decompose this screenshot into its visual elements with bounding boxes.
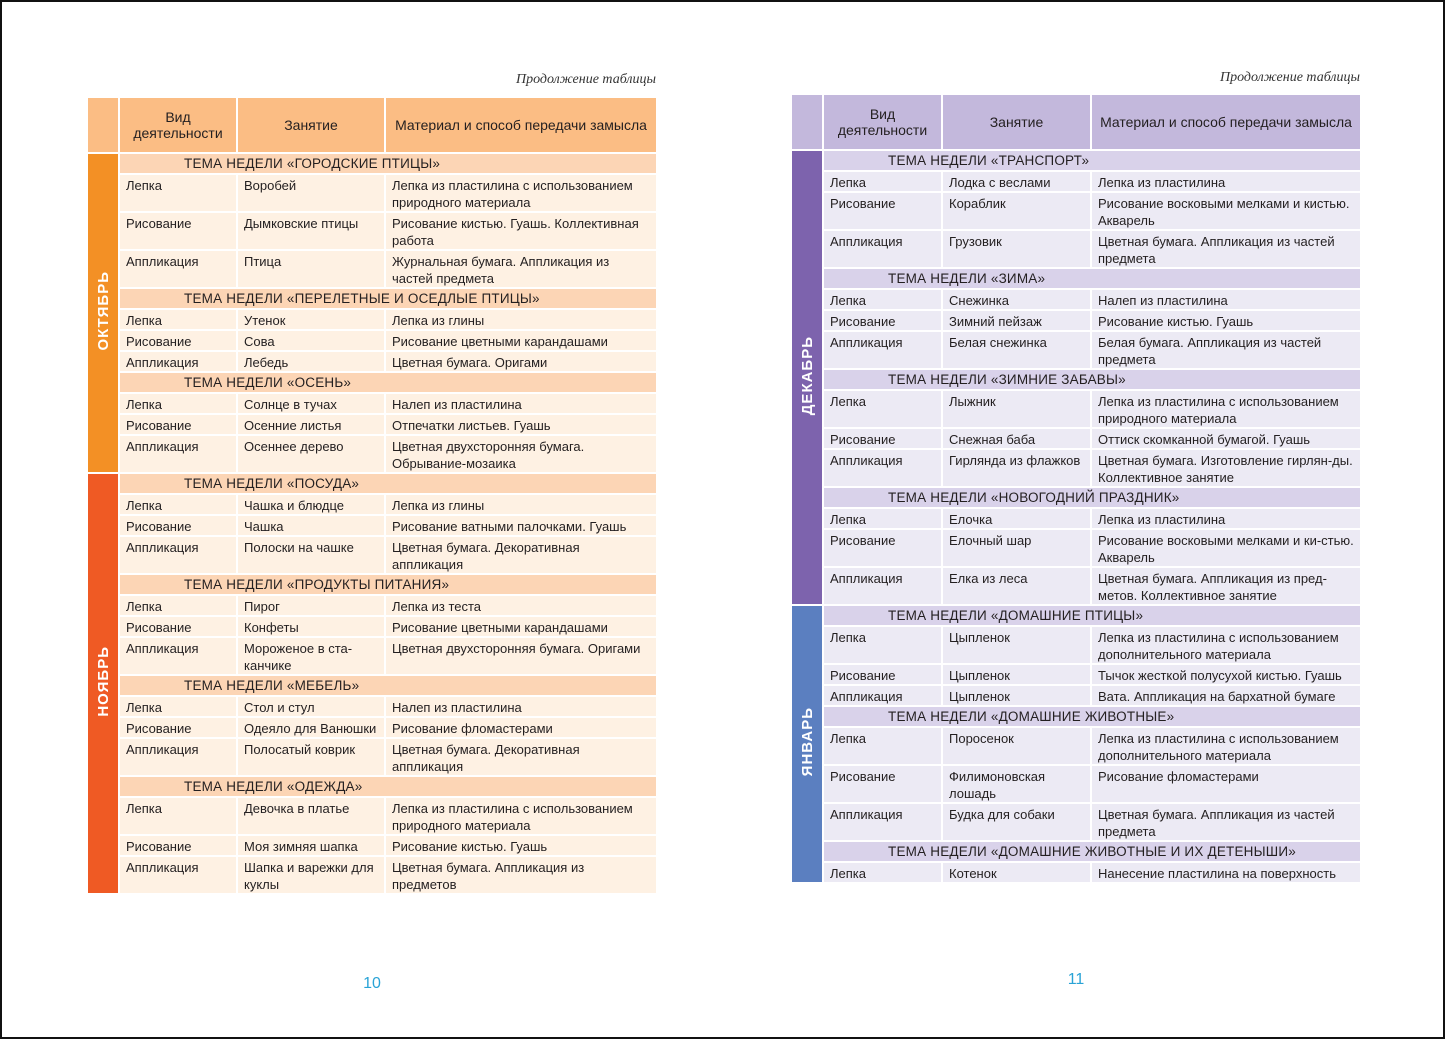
lesson-cell: Гирлянда из флажков bbox=[941, 450, 1090, 486]
activity-cell: Рисование bbox=[118, 718, 236, 737]
lesson-cell: Чашка и блюдце bbox=[236, 495, 384, 514]
material-cell: Рисование кистью. Гуашь. Коллективная работа bbox=[384, 213, 656, 249]
activity-cell: Аппликация bbox=[822, 450, 941, 486]
lesson-cell: Мороженое в ста-канчике bbox=[236, 638, 384, 674]
header-lesson: Занятие bbox=[941, 95, 1090, 149]
lesson-plan-table bbox=[792, 93, 1360, 884]
lesson-cell: Конфеты bbox=[236, 617, 384, 636]
table-row bbox=[792, 863, 1360, 882]
page-number: 10 bbox=[363, 975, 381, 992]
lesson-cell: Сова bbox=[236, 331, 384, 350]
activity-cell: Лепка bbox=[822, 391, 941, 427]
table-row bbox=[792, 665, 1360, 684]
activity-cell: Лепка bbox=[822, 627, 941, 663]
lesson-cell: Елочка bbox=[941, 509, 1090, 528]
material-cell: Цветная бумага. Изготовление гирлян-ды. Коллективное занятие bbox=[1090, 450, 1360, 486]
lesson-cell: Утенок bbox=[236, 310, 384, 329]
lesson-cell: Полосатый коврик bbox=[236, 739, 384, 775]
activity-cell: Рисование bbox=[118, 213, 236, 249]
material-cell: Лепка из пластилина bbox=[1090, 509, 1360, 528]
lesson-cell: Филимоновская лошадь bbox=[941, 766, 1090, 802]
material-cell: Белая бумага. Аппликация из частей предмета bbox=[1090, 332, 1360, 368]
activity-cell: Рисование bbox=[822, 429, 941, 448]
activity-cell: Аппликация bbox=[822, 568, 941, 604]
table-row bbox=[792, 332, 1360, 368]
activity-cell: Аппликация bbox=[118, 739, 236, 775]
activity-cell: Аппликация bbox=[118, 436, 236, 472]
lesson-cell: Осенние листья bbox=[236, 415, 384, 434]
lesson-cell: Белая снежинка bbox=[941, 332, 1090, 368]
material-cell: Цветная бумага. Декоративная аппликация bbox=[384, 537, 656, 573]
table-row bbox=[792, 530, 1360, 566]
week-theme-row bbox=[792, 707, 1360, 726]
material-cell: Лепка из пластилина с использованием природного материала bbox=[384, 175, 656, 211]
table-row bbox=[88, 798, 656, 834]
week-theme-title: ТЕМА НЕДЕЛИ «ПРОДУКТЫ ПИТАНИЯ» bbox=[118, 575, 656, 594]
week-theme-row bbox=[88, 474, 656, 493]
material-cell: Цветная бумага. Аппликация из частей предмета bbox=[1090, 804, 1360, 840]
material-cell: Лепка из пластилина с использованием природного материала bbox=[1090, 391, 1360, 427]
table-row bbox=[792, 172, 1360, 191]
table-continuation-caption: Продолжение таблицы bbox=[515, 72, 656, 87]
activity-cell: Рисование bbox=[118, 331, 236, 350]
week-theme-title: ТЕМА НЕДЕЛИ «ЗИМНИЕ ЗАБАВЫ» bbox=[822, 370, 1360, 389]
lesson-cell: Дымковские птицы bbox=[236, 213, 384, 249]
week-theme-title: ТЕМА НЕДЕЛИ «МЕБЕЛЬ» bbox=[118, 676, 656, 695]
material-cell: Лепка из пластилина с использованием природного материала bbox=[384, 798, 656, 834]
table-row bbox=[792, 429, 1360, 448]
activity-cell: Лепка bbox=[118, 310, 236, 329]
week-theme-title: ТЕМА НЕДЕЛИ «ГОРОДСКИЕ ПТИЦЫ» bbox=[118, 154, 656, 173]
material-cell: Рисование восковыми мелками и ки-стью. Акварель bbox=[1090, 530, 1360, 566]
week-theme-title: ТЕМА НЕДЕЛИ «НОВОГОДНИЙ ПРАЗДНИК» bbox=[822, 488, 1360, 507]
material-cell: Журнальная бумага. Аппликация из частей предмета bbox=[384, 251, 656, 287]
material-cell: Лепка из пластилина bbox=[1090, 172, 1360, 191]
week-theme-title: ТЕМА НЕДЕЛИ «ОСЕНЬ» bbox=[118, 373, 656, 392]
table-row bbox=[88, 415, 656, 434]
week-theme-row bbox=[792, 151, 1360, 170]
activity-cell: Лепка bbox=[118, 175, 236, 211]
activity-cell: Рисование bbox=[822, 311, 941, 330]
lesson-cell: Птица bbox=[236, 251, 384, 287]
week-theme-row bbox=[792, 370, 1360, 389]
week-theme-row bbox=[88, 373, 656, 392]
lesson-cell: Осеннее дерево bbox=[236, 436, 384, 472]
week-theme-row bbox=[792, 606, 1360, 625]
table-row bbox=[792, 193, 1360, 229]
activity-cell: Рисование bbox=[118, 516, 236, 535]
activity-cell: Аппликация bbox=[118, 352, 236, 371]
table-row bbox=[792, 391, 1360, 427]
activity-cell: Аппликация bbox=[822, 332, 941, 368]
table-row bbox=[88, 352, 656, 371]
activity-cell: Лепка bbox=[118, 697, 236, 716]
week-theme-title: ТЕМА НЕДЕЛИ «ДОМАШНИЕ ПТИЦЫ» bbox=[822, 606, 1360, 625]
table-row bbox=[792, 728, 1360, 764]
table-header-row bbox=[88, 98, 656, 152]
material-cell: Рисование кистью. Гуашь bbox=[384, 836, 656, 855]
week-theme-title: ТЕМА НЕДЕЛИ «ПЕРЕЛЕТНЫЕ И ОСЕДЛЫЕ ПТИЦЫ» bbox=[118, 289, 656, 308]
table-row bbox=[792, 450, 1360, 486]
lesson-cell: Пирог bbox=[236, 596, 384, 615]
material-cell: Нанесение пластилина на поверхность bbox=[1090, 863, 1360, 882]
material-cell: Рисование фломастерами bbox=[384, 718, 656, 737]
material-cell: Цветная двухсторонняя бумага. Оригами bbox=[384, 638, 656, 674]
week-theme-row bbox=[88, 777, 656, 796]
table-continuation-caption: Продолжение таблицы bbox=[1219, 70, 1360, 85]
week-theme-title: ТЕМА НЕДЕЛИ «ЗИМА» bbox=[822, 269, 1360, 288]
activity-cell: Аппликация bbox=[118, 857, 236, 893]
lesson-cell: Шапка и варежки для куклы bbox=[236, 857, 384, 893]
activity-cell: Аппликация bbox=[118, 537, 236, 573]
lesson-cell: Одеяло для Ванюшки bbox=[236, 718, 384, 737]
material-cell: Цветная бумага. Оригами bbox=[384, 352, 656, 371]
material-cell: Рисование фломастерами bbox=[1090, 766, 1360, 802]
material-cell: Рисование ватными палочками. Гуашь bbox=[384, 516, 656, 535]
table-row bbox=[792, 766, 1360, 802]
activity-cell: Аппликация bbox=[822, 686, 941, 705]
table-row bbox=[88, 175, 656, 211]
week-theme-row bbox=[88, 575, 656, 594]
material-cell: Налеп из пластилина bbox=[384, 697, 656, 716]
lesson-cell: Снежинка bbox=[941, 290, 1090, 309]
table-row bbox=[792, 686, 1360, 705]
activity-cell: Рисование bbox=[822, 193, 941, 229]
table-row bbox=[792, 290, 1360, 309]
lesson-cell: Полоски на чашке bbox=[236, 537, 384, 573]
lesson-cell: Лебедь bbox=[236, 352, 384, 371]
activity-cell: Рисование bbox=[822, 766, 941, 802]
table-row bbox=[88, 331, 656, 350]
activity-cell: Рисование bbox=[822, 530, 941, 566]
activity-cell: Лепка bbox=[822, 863, 941, 882]
activity-cell: Аппликация bbox=[822, 231, 941, 267]
material-cell: Налеп из пластилина bbox=[384, 394, 656, 413]
material-cell: Рисование цветными карандашами bbox=[384, 617, 656, 636]
lesson-cell: Снежная баба bbox=[941, 429, 1090, 448]
week-theme-title: ТЕМА НЕДЕЛИ «ТРАНСПОРТ» bbox=[822, 151, 1360, 170]
material-cell: Рисование восковыми мелками и кистью. Акварель bbox=[1090, 193, 1360, 229]
table-row bbox=[88, 495, 656, 514]
lesson-cell: Котенок bbox=[941, 863, 1090, 882]
table-row bbox=[792, 311, 1360, 330]
right-page bbox=[792, 70, 1360, 1000]
week-theme-row bbox=[88, 289, 656, 308]
lesson-cell: Моя зимняя шапка bbox=[236, 836, 384, 855]
header-material: Материал и способ передачи замысла bbox=[384, 98, 656, 152]
table-row bbox=[88, 251, 656, 287]
lesson-cell: Цыпленок bbox=[941, 686, 1090, 705]
left-page bbox=[88, 72, 656, 1002]
lesson-cell: Воробей bbox=[236, 175, 384, 211]
header-activity-type: Вид деятельности bbox=[118, 98, 236, 152]
lesson-cell: Лыжник bbox=[941, 391, 1090, 427]
table-row bbox=[792, 568, 1360, 604]
lesson-cell: Елочный шар bbox=[941, 530, 1090, 566]
lesson-cell: Цыпленок bbox=[941, 665, 1090, 684]
table-row bbox=[88, 617, 656, 636]
activity-cell: Рисование bbox=[118, 617, 236, 636]
month-name: НОЯБРЬ bbox=[94, 646, 112, 717]
material-cell: Лепка из глины bbox=[384, 495, 656, 514]
material-cell: Лепка из теста bbox=[384, 596, 656, 615]
month-label-2 bbox=[88, 474, 118, 893]
material-cell: Цветная бумага. Декоративная аппликация bbox=[384, 739, 656, 775]
week-theme-row bbox=[88, 676, 656, 695]
lesson-cell: Грузовик bbox=[941, 231, 1090, 267]
material-cell: Цветная бумага. Аппликация из частей предмета bbox=[1090, 231, 1360, 267]
activity-cell: Лепка bbox=[822, 172, 941, 191]
table-row bbox=[88, 436, 656, 472]
activity-cell: Лепка bbox=[118, 798, 236, 834]
table-row bbox=[88, 836, 656, 855]
table-row bbox=[88, 857, 656, 893]
month-name: ОКТЯБРЬ bbox=[94, 271, 112, 351]
material-cell: Оттиск скомканной бумагой. Гуашь bbox=[1090, 429, 1360, 448]
header-activity-type: Вид деятельности bbox=[822, 95, 941, 149]
activity-cell: Лепка bbox=[822, 509, 941, 528]
header-corner-cell bbox=[88, 98, 118, 152]
table-row bbox=[88, 537, 656, 573]
month-label-2 bbox=[792, 606, 822, 882]
table-row bbox=[88, 516, 656, 535]
table-row bbox=[88, 739, 656, 775]
table-row bbox=[792, 509, 1360, 528]
header-corner-cell bbox=[792, 95, 822, 149]
lesson-plan-table bbox=[88, 96, 656, 895]
week-theme-row bbox=[88, 154, 656, 173]
lesson-cell: Елка из леса bbox=[941, 568, 1090, 604]
activity-cell: Аппликация bbox=[822, 804, 941, 840]
header-material: Материал и способ передачи замысла bbox=[1090, 95, 1360, 149]
lesson-cell: Лодка с веслами bbox=[941, 172, 1090, 191]
lesson-cell: Будка для собаки bbox=[941, 804, 1090, 840]
lesson-cell: Цыпленок bbox=[941, 627, 1090, 663]
activity-cell: Лепка bbox=[822, 290, 941, 309]
month-name: ДЕКАБРЬ bbox=[798, 335, 816, 416]
week-theme-row bbox=[792, 269, 1360, 288]
material-cell: Тычок жесткой полусухой кистью. Гуашь bbox=[1090, 665, 1360, 684]
material-cell: Лепка из пластилина с использованием дополнительного материала bbox=[1090, 728, 1360, 764]
week-theme-row bbox=[792, 842, 1360, 861]
week-theme-title: ТЕМА НЕДЕЛИ «ОДЕЖДА» bbox=[118, 777, 656, 796]
week-theme-title: ТЕМА НЕДЕЛИ «ПОСУДА» bbox=[118, 474, 656, 493]
table-row bbox=[88, 213, 656, 249]
month-name: ЯНВАРЬ bbox=[798, 707, 816, 777]
activity-cell: Лепка bbox=[118, 394, 236, 413]
table-row bbox=[792, 627, 1360, 663]
material-cell: Цветная бумага. Аппликация из пред-метов. Коллективное занятие bbox=[1090, 568, 1360, 604]
lesson-cell: Стол и стул bbox=[236, 697, 384, 716]
table-row bbox=[88, 718, 656, 737]
week-theme-row bbox=[792, 488, 1360, 507]
table-row bbox=[88, 394, 656, 413]
activity-cell: Лепка bbox=[822, 728, 941, 764]
activity-cell: Рисование bbox=[822, 665, 941, 684]
page-number: 11 bbox=[1067, 971, 1085, 988]
lesson-cell: Зимний пейзаж bbox=[941, 311, 1090, 330]
material-cell: Цветная двухсторонняя бумага. Обрывание-мозаика bbox=[384, 436, 656, 472]
table-row bbox=[88, 310, 656, 329]
activity-cell: Аппликация bbox=[118, 638, 236, 674]
table-row bbox=[88, 638, 656, 674]
lesson-cell: Чашка bbox=[236, 516, 384, 535]
material-cell: Вата. Аппликация на бархатной бумаге bbox=[1090, 686, 1360, 705]
material-cell: Отпечатки листьев. Гуашь bbox=[384, 415, 656, 434]
week-theme-title: ТЕМА НЕДЕЛИ «ДОМАШНИЕ ЖИВОТНЫЕ И ИХ ДЕТЕНЫШИ» bbox=[822, 842, 1360, 861]
header-lesson: Занятие bbox=[236, 98, 384, 152]
material-cell: Рисование цветными карандашами bbox=[384, 331, 656, 350]
material-cell: Лепка из пластилина с использованием дополнительного материала bbox=[1090, 627, 1360, 663]
lesson-cell: Поросенок bbox=[941, 728, 1090, 764]
material-cell: Рисование кистью. Гуашь bbox=[1090, 311, 1360, 330]
activity-cell: Рисование bbox=[118, 836, 236, 855]
table-row bbox=[792, 804, 1360, 840]
material-cell: Налеп из пластилина bbox=[1090, 290, 1360, 309]
lesson-cell: Кораблик bbox=[941, 193, 1090, 229]
table-header-row bbox=[792, 95, 1360, 149]
table-row bbox=[88, 596, 656, 615]
material-cell: Лепка из глины bbox=[384, 310, 656, 329]
lesson-cell: Солнце в тучах bbox=[236, 394, 384, 413]
material-cell: Цветная бумага. Аппликация из предметов bbox=[384, 857, 656, 893]
table-row bbox=[88, 697, 656, 716]
activity-cell: Рисование bbox=[118, 415, 236, 434]
month-label-1 bbox=[792, 151, 822, 604]
activity-cell: Лепка bbox=[118, 596, 236, 615]
month-label-1 bbox=[88, 154, 118, 472]
week-theme-title: ТЕМА НЕДЕЛИ «ДОМАШНИЕ ЖИВОТНЫЕ» bbox=[822, 707, 1360, 726]
table-row bbox=[792, 231, 1360, 267]
activity-cell: Лепка bbox=[118, 495, 236, 514]
activity-cell: Аппликация bbox=[118, 251, 236, 287]
lesson-cell: Девочка в платье bbox=[236, 798, 384, 834]
